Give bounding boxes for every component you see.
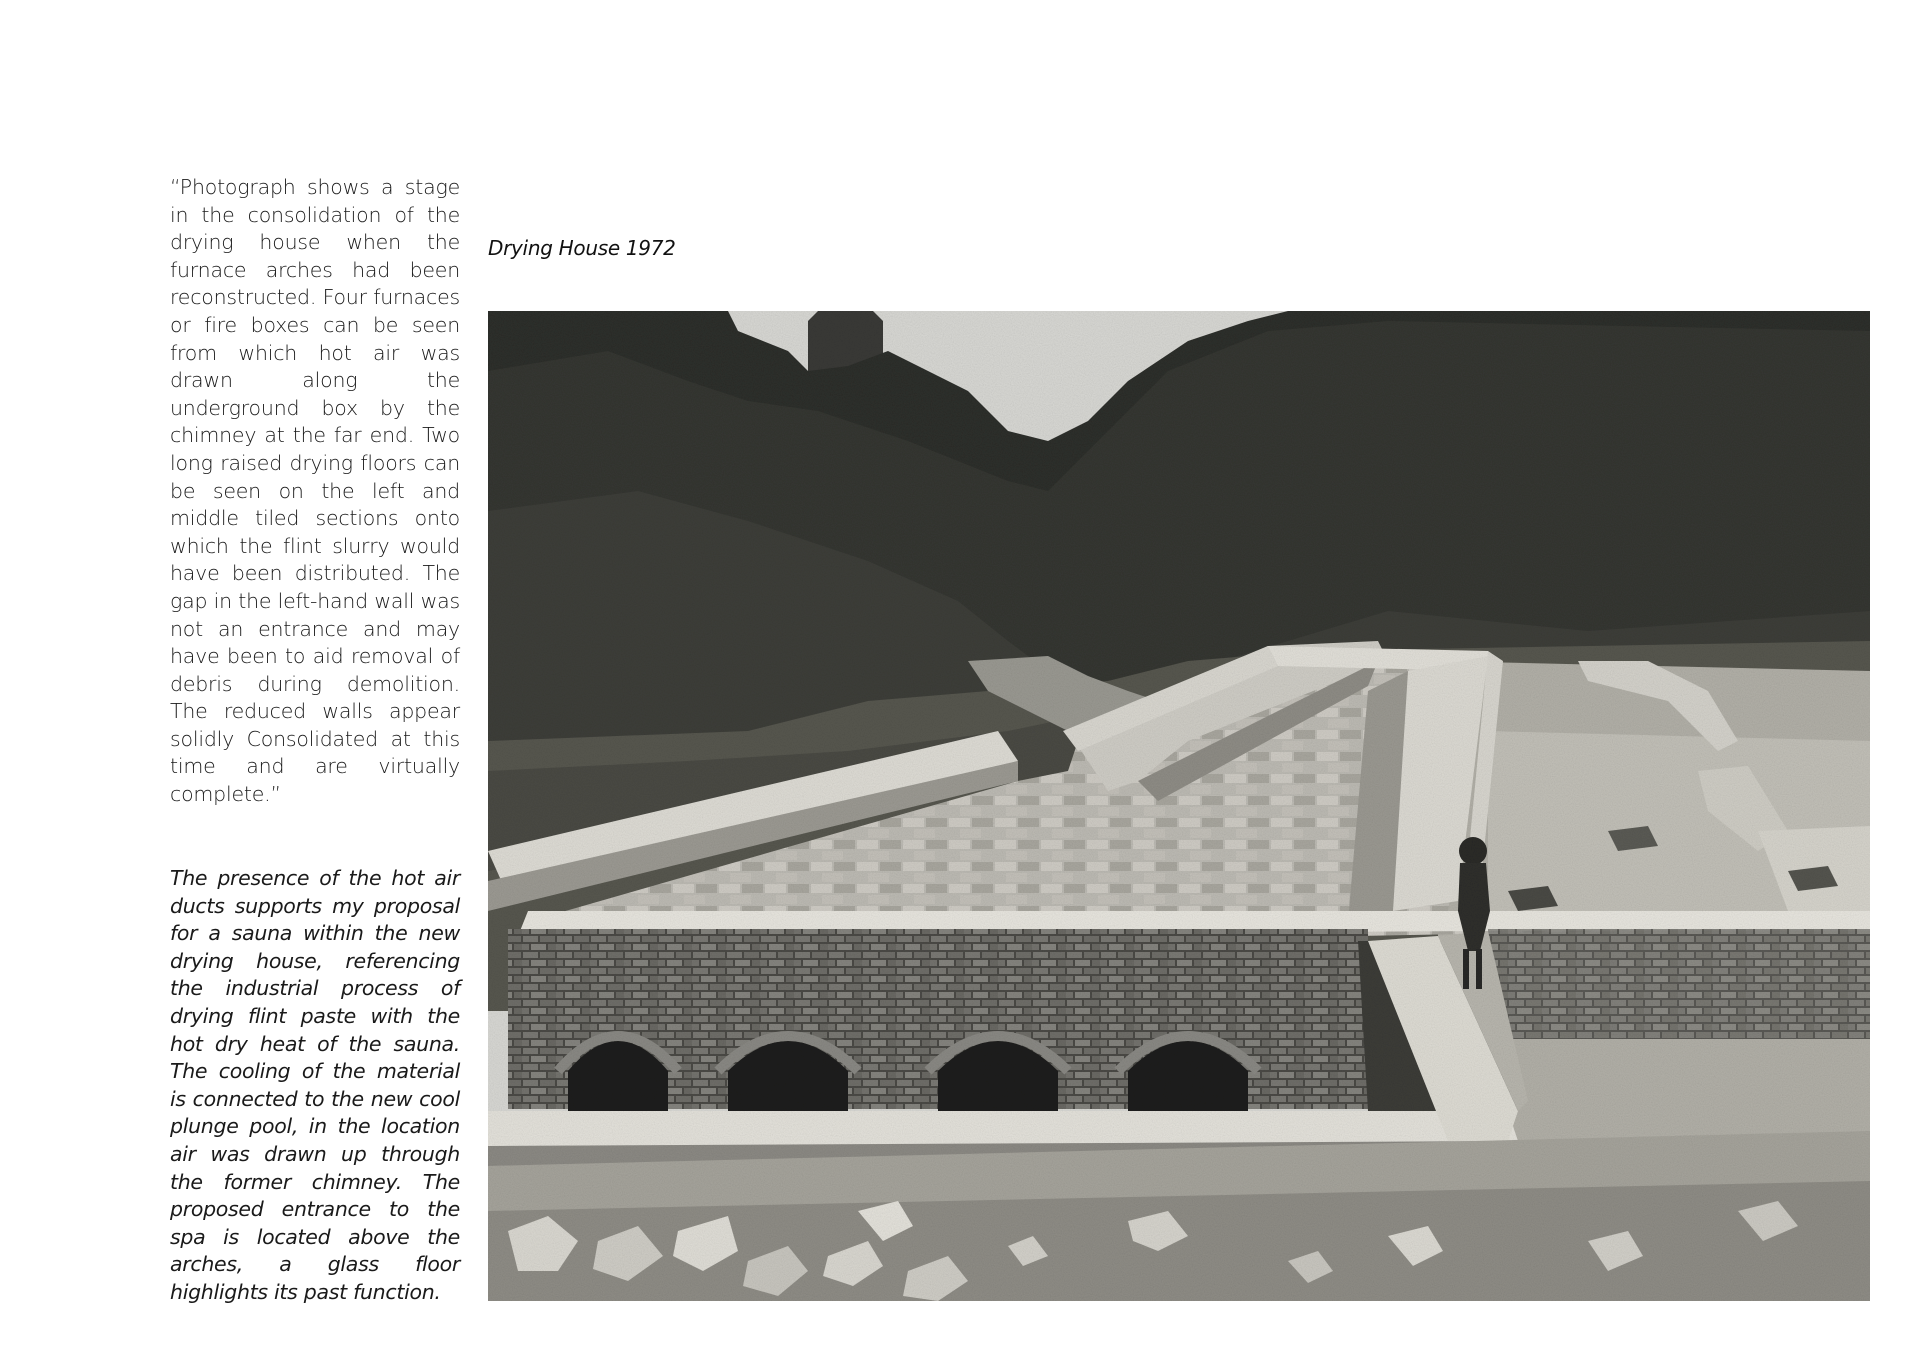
archival-quote: “Photograph shows a stage in the consolidation of the drying house when the furnace arches had been reconstructed. Four furnaces or fire boxes can be seen from which hot air was drawn along the underground box by the chimney at the far end. Two long raised drying floors can be seen on the left and middle tiled sections onto which the flint slurry would have been distributed. The gap in the left-hand wall was not an entrance and may have been to aid removal of debris during demolition. The reduced walls appear solidly Consolidated at this time and are virtually complete.” (170, 175, 460, 807)
proposal-paragraph: The presence of the hot air ducts supports my proposal for a sauna within the new drying house, referencing the industrial process of drying flint paste with the hot dry heat of the sauna. The cooling of the material is connected to the new cool plunge pool, in the location air was drawn up through the former chimney. The proposed entrance to the spa is located above the arches, a glass floor highlights its past function. (170, 866, 460, 1304)
photo-caption: Drying House 1972 (488, 236, 676, 260)
drying-house-photograph (488, 311, 1870, 1301)
photograph-image (488, 311, 1870, 1301)
